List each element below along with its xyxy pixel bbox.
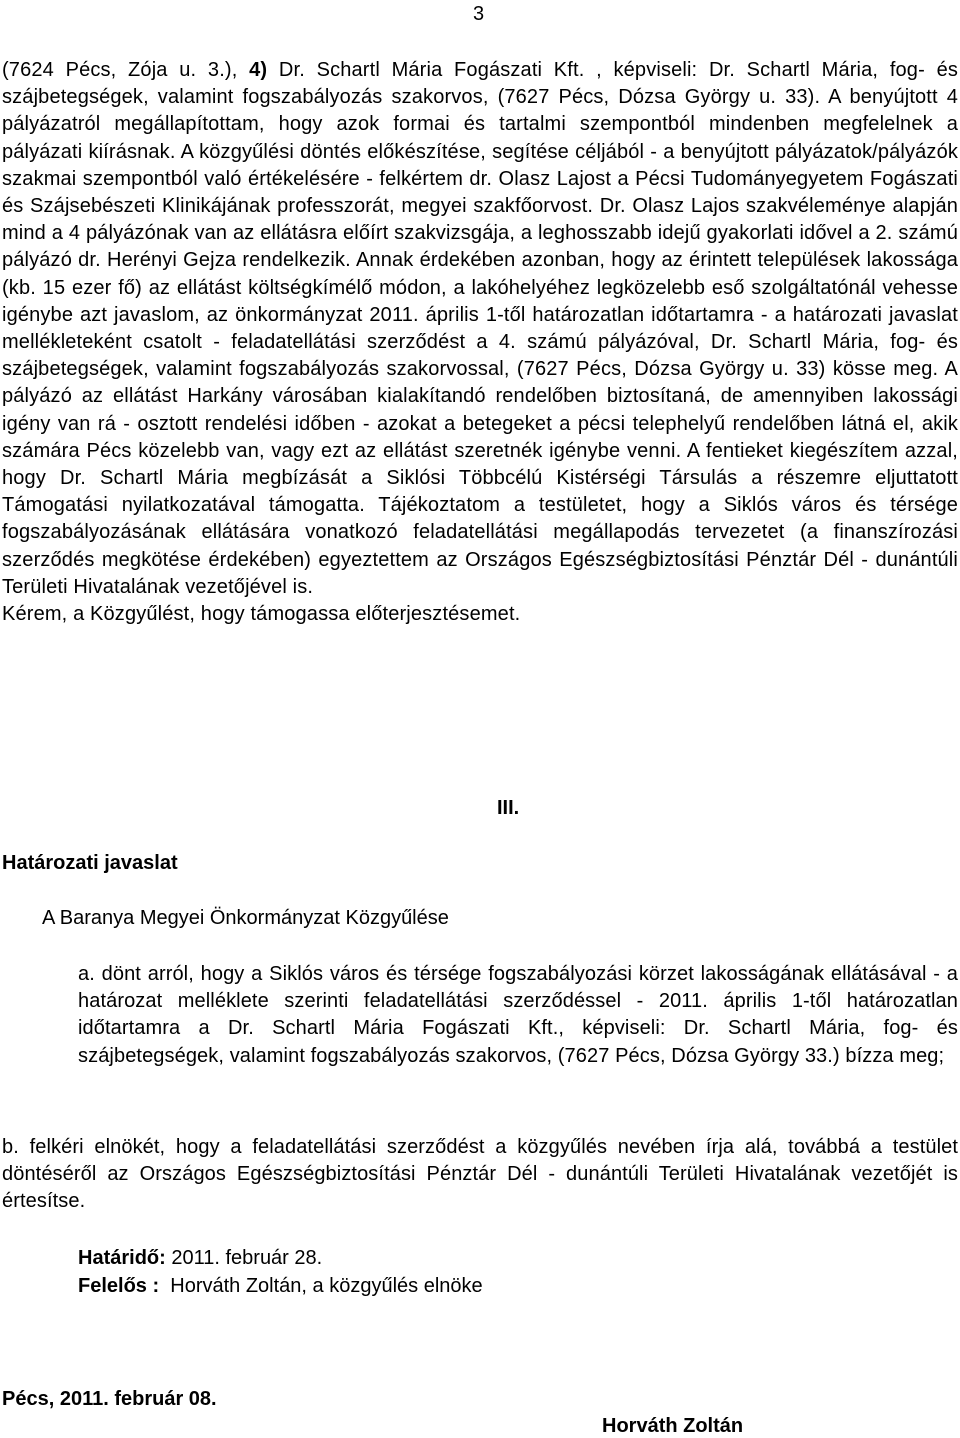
place-date: Pécs, 2011. február 08.: [2, 1388, 217, 1410]
body-text-part-2: Dr. Schartl Mária Fogászati Kft. , képviseli: Dr. Schartl Mária, fog- és szájbetegségek, valamint fogszabályozás szakorvos, (7627 Pécs, Dózsa György u. 33). A benyújtott 4 pályázatról megállapítottam, hogy azok formai és tartalmi szempontból mindenben megfelelnek a pályázati kiírásnak. A közgyűlési döntés előkészítése, segítése céljából - a benyújtott pályázatok/pályázók szakmai szempontból való értékelésére - felkértem dr. Olasz Lajost a Pécsi Tudományegyetem Fogászati és Szájsebészeti Klinikájának professzorát, megyei szakfőorvost. Dr. Olasz Lajos szakvéleménye alapján mind a 4 pályázónak van az ellátásra előírt szakvizsgája, a leghosszabb idejű gyakorlati idővel a 2. számú pályázó dr. Herényi Gejza rendelkezik. Annak érdekében azonban, hogy az érintett települések lakossága (kb. 15 ezer fő) az ellátást költségkímélő módon, a lakóhelyéhez legközelebb eső szolgáltatónál vehesse igénybe azt javaslom, az önkormányzat 2011. április 1-től határozatlan időtartamra - a határozati javaslat mellékleteként csatolt - feladatellátási szerződést a 4. számú pályázóval, Dr. Schartl Mária, fog- és szájbetegségek, valamint fogszabályozás szakorvossal, (7627 Pécs, Dózsa György u. 33) kösse meg. A pályázó az ellátást Harkány városában kialakítandó rendelőben biztosítaná, de amennyiben lakossági igény van rá - osztott rendelési időben - azokat a betegeket a pécsi telephelyű rendelőben látná el, akik számára Pécs közelebb van, vagy ezt az ellátást szeretnék igénybe venni. A fentieket kiegészítem azzal, hogy Dr. Schartl Mária megbízását a Siklósi Többcélú Kistérségi Társulás a részemre eljuttatott Támogatási nyilatkozatával támogatta. Tájékoztatom a testületet, hogy a Siklós város és térsége fogszabályozásának ellátására vonatkozó feladatellátási megállapodás tervezetet (a finanszírozási szerződés megkötése érdekében) egyeztettem az Országos Egészségbiztosítási Pénztár Dél - dunántúli Területi Hivatalának vezetőjével is.: [2, 59, 958, 598]
bidder-number: 4): [249, 59, 268, 81]
closing-request: Kérem, a Közgyűlést, hogy támogassa előterjesztésemet.: [2, 603, 521, 626]
resolution-item-b: b. felkéri elnökét, hogy a feladatellátási szerződést a közgyűlés nevében írja alá, továbbá a testület döntéséről az Országos Egészségbiztosítási Pénztár Dél - dunántúli Területi Hivatalának vezetőjét is értesítse.: [2, 1136, 958, 1213]
deadline-value: 2011. február 28.: [165, 1247, 323, 1269]
section-number: III.: [497, 797, 520, 819]
body-paragraph: [2, 57, 958, 628]
resolution-item-a: a. dönt arról, hogy a Siklós város és térsége fogszabályozási körzet lakosságának ellátásával - a határozat melléklete szerinti feladatellátási szerződéssel - 2011. április 1-től határozatlan időtartamra a Dr. Schartl Mária Fogászati Kft., képviseli: Dr. Schartl Mária, fog- és szájbetegségek, valamint fogszabályozás szakorvos, (7627 Pécs, Dózsa György 33.) bízza meg;: [78, 963, 958, 1067]
signature-name: Horváth Zoltán: [602, 1415, 744, 1437]
body-text-part-1: (7624 Pécs, Zója u. 3.),: [2, 59, 250, 81]
page-number: 3: [473, 3, 485, 25]
responsible: [78, 1274, 483, 1298]
responsible-label: Felelős :: [78, 1275, 160, 1297]
deadline-label: Határidő:: [78, 1247, 166, 1269]
responsible-value: Horváth Zoltán, a közgyűlés elnöke: [159, 1275, 483, 1297]
assembly-name: A Baranya Megyei Önkormányzat Közgyűlése: [42, 907, 449, 929]
resolution-title: Határozati javaslat: [2, 852, 178, 874]
deadline: [78, 1246, 322, 1270]
